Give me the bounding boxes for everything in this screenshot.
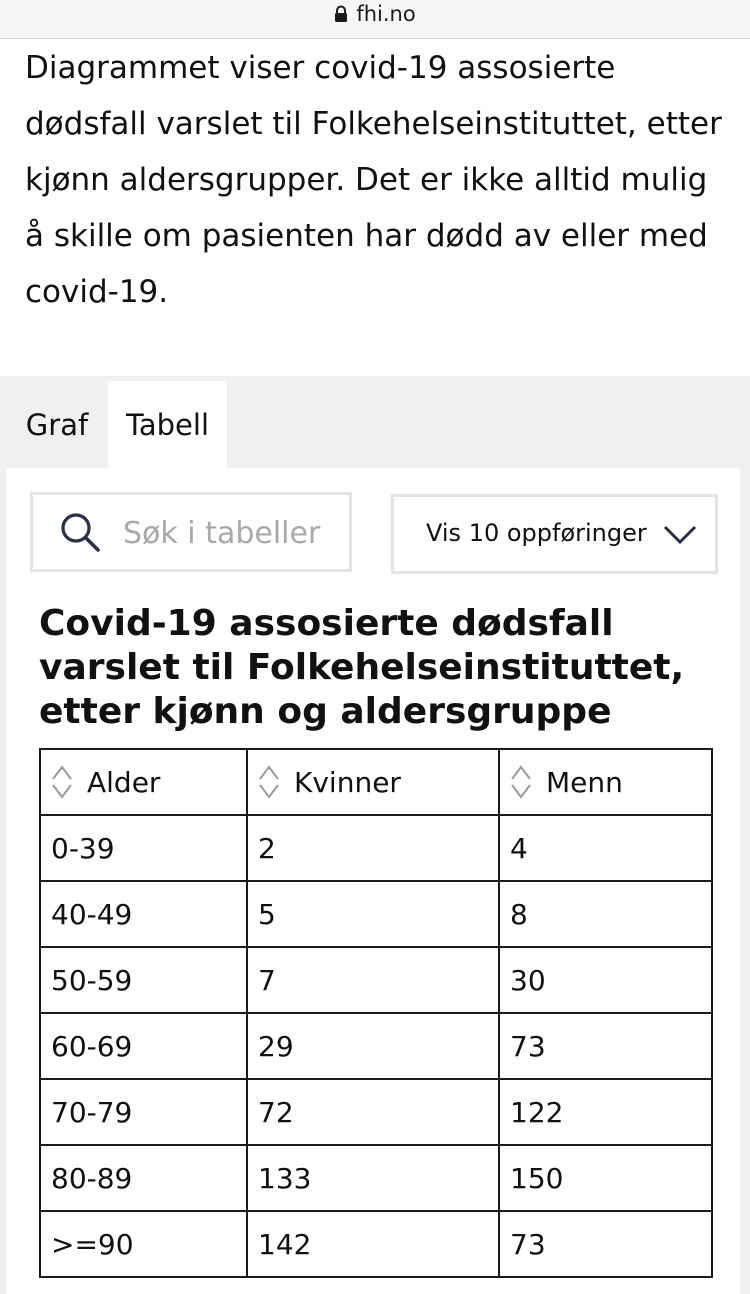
cell-alder: 50-59 [40,947,247,1013]
tab-tabell[interactable]: Tabell [108,381,227,468]
cell-kvinner: 5 [247,881,499,947]
table-header-row [40,749,712,815]
cell-menn: 73 [499,1211,712,1277]
column-header-label: Menn [546,765,623,799]
sort-icon [51,763,73,801]
column-header-label: Alder [87,765,161,799]
cell-kvinner: 142 [247,1211,499,1277]
cell-menn: 73 [499,1013,712,1079]
cell-kvinner: 7 [247,947,499,1013]
cell-kvinner: 2 [247,815,499,881]
cell-menn: 4 [499,815,712,881]
browser-url-bar[interactable] [0,0,750,39]
cell-kvinner: 133 [247,1145,499,1211]
table-row [40,815,712,881]
cell-alder: 70-79 [40,1079,247,1145]
page-size-label: Vis 10 oppføringer [426,519,647,547]
cell-alder: 60-69 [40,1013,247,1079]
chevron-down-icon [662,519,698,549]
url-display[interactable] [0,2,750,26]
table-search-box[interactable] [30,492,352,572]
cell-kvinner: 72 [247,1079,499,1145]
column-header-menn[interactable] [499,749,712,815]
tab-graf[interactable]: Graf [25,407,89,442]
cell-alder: 40-49 [40,881,247,947]
table-row [40,947,712,1013]
table-row [40,1145,712,1211]
page-size-select[interactable] [391,494,718,574]
cell-menn: 122 [499,1079,712,1145]
table-row [40,1079,712,1145]
data-table [39,748,713,1278]
search-input[interactable] [123,509,343,557]
table-row [40,1013,712,1079]
column-header-label: Kvinner [294,765,401,799]
intro-paragraph: Diagrammet viser covid-19 assosierte dødsfall varslet til Folkehelseinstituttet, etter kjønn aldersgrupper. Det er ikke alltid mulig å skille om pasienten har dødd av eller med covid-19. [25,50,722,310]
url-domain: fhi.no [356,2,416,26]
cell-kvinner: 29 [247,1013,499,1079]
cell-alder: >=90 [40,1211,247,1277]
cell-menn: 8 [499,881,712,947]
sort-icon [510,763,532,801]
lock-icon [334,5,348,23]
table-title: Covid-19 assosierte dødsfall varslet til Folkehelseinstituttet, etter kjønn og aldersgruppe [39,603,685,732]
sort-icon [258,763,280,801]
cell-menn: 150 [499,1145,712,1211]
cell-menn: 30 [499,947,712,1013]
column-header-alder[interactable] [40,749,247,815]
column-header-kvinner[interactable] [247,749,499,815]
search-icon [59,511,103,555]
table-row [40,881,712,947]
cell-alder: 0-39 [40,815,247,881]
cell-alder: 80-89 [40,1145,247,1211]
table-row [40,1211,712,1277]
